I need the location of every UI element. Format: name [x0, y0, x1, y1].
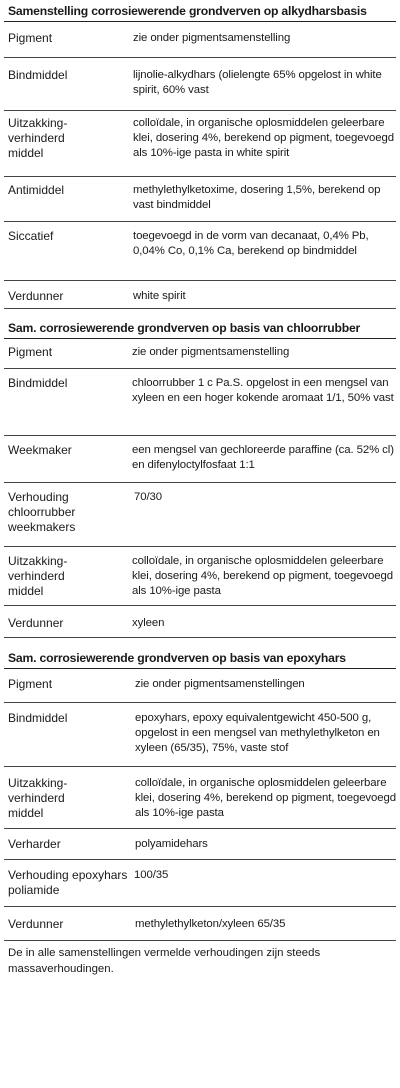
table-row: [4, 767, 396, 829]
row-value: xyleen: [132, 617, 165, 629]
row-value: zie onder pigmentsamenstellingen: [135, 678, 305, 690]
table-row: [4, 860, 396, 907]
row-label: Pigment: [8, 31, 53, 45]
row-label: Verdunner: [8, 917, 64, 931]
section-epoxyhars: [4, 669, 396, 941]
row-label: Uitzakking-verhinderd middel: [8, 116, 68, 160]
row-label: Pigment: [8, 345, 53, 359]
composition-document: [4, 0, 396, 977]
table-row: [4, 369, 396, 436]
table-row: [4, 907, 396, 941]
row-label: Uitzakking-verhinderd middel: [8, 554, 68, 598]
section-alkyd: [4, 22, 396, 309]
section-title-alkyd: Samenstelling corrosiewerende grondverven op alkydharsbasis: [4, 0, 396, 22]
table-row: [4, 436, 396, 483]
row-label: Verhouding epoxyhars poliamide: [8, 868, 128, 897]
row-value: 70/30: [134, 491, 163, 503]
row-value: zie onder pigmentsamenstelling: [133, 32, 291, 44]
table-row: [4, 222, 396, 281]
row-label: Siccatief: [8, 229, 54, 243]
row-label: Verhouding chloorrubber weekmakers: [8, 490, 76, 534]
table-row: [4, 483, 396, 547]
row-label: Bindmiddel: [8, 68, 68, 82]
row-label: Verdunner: [8, 616, 64, 630]
row-value: een mengsel van gechloreerde paraffine (ca. 52% cl) en difenyloctylfosfaat 1:1: [132, 444, 394, 471]
table-row: [4, 606, 396, 638]
row-value: white spirit: [133, 290, 186, 302]
table-row: [4, 339, 396, 369]
table-row: [4, 669, 396, 703]
row-value: 100/35: [134, 869, 169, 881]
row-value: methylethylketoxime, dosering 1,5%, berekend op vast bindmiddel: [133, 184, 381, 211]
table-row: [4, 58, 396, 111]
table-row: [4, 281, 396, 309]
row-label: Verdunner: [8, 289, 64, 303]
row-value: epoxyhars, epoxy equivalentgewicht 450-500 g, opgelost in een mengsel van methylethylketon en xyleen (65/35), 75%, vaste stof: [135, 712, 380, 754]
row-label: Uitzakking-verhinderd middel: [8, 776, 68, 820]
row-value: toegevoegd in de vorm van decanaat, 0,4% Pb, 0,04% Co, 0,1% Ca, berekend op bindmiddel: [133, 230, 369, 257]
row-label: Bindmiddel: [8, 711, 68, 725]
table-row: [4, 22, 396, 58]
row-value: polyamidehars: [135, 838, 208, 850]
row-value: chloorrubber 1 c Pa.S. opgelost in een mengsel van xyleen en een hoger kokende aromaat 1/1, 50% vast: [132, 377, 394, 404]
row-label: Verharder: [8, 837, 61, 851]
table-row: [4, 829, 396, 860]
table-row: [4, 177, 396, 222]
section-title-epoxyhars: Sam. corrosiewerende grondverven op basis van epoxyhars: [4, 647, 396, 669]
row-value: colloïdale, in organische oplosmiddelen geleerbare klei, dosering 4%, berekend op pigment, toegevoegd als 10%-ige pasta: [135, 777, 396, 819]
section-title-chloorrubber: Sam. corrosiewerende grondverven op basis van chloorrubber: [4, 317, 396, 339]
row-label: Pigment: [8, 677, 53, 691]
row-value: colloïdale, in organische oplosmiddelen geleerbare klei, dosering 4%, berekend op pigment, toegevoegd als 10%-ige pasta in white spirit: [133, 117, 394, 159]
table-row: [4, 703, 396, 767]
table-row: [4, 111, 396, 177]
row-value: zie onder pigmentsamenstelling: [132, 346, 290, 358]
row-label: Bindmiddel: [8, 376, 68, 390]
row-value: methylethylketon/xyleen 65/35: [135, 918, 286, 930]
row-value: lijnolie-alkydhars (olielengte 65% opgelost in white spirit, 60% vast: [133, 69, 382, 96]
footnote: De in alle samenstellingen vermelde verhoudingen zijn steeds massaverhoudingen.: [8, 947, 321, 975]
row-label: Weekmaker: [8, 443, 72, 457]
row-value: colloïdale, in organische oplosmiddelen geleerbare klei, dosering 4%, berekend op pigment, toegevoegd als 10%-ige pasta: [132, 555, 393, 597]
table-row: [4, 547, 396, 606]
row-label: Antimiddel: [8, 183, 65, 197]
section-chloorrubber: [4, 339, 396, 638]
